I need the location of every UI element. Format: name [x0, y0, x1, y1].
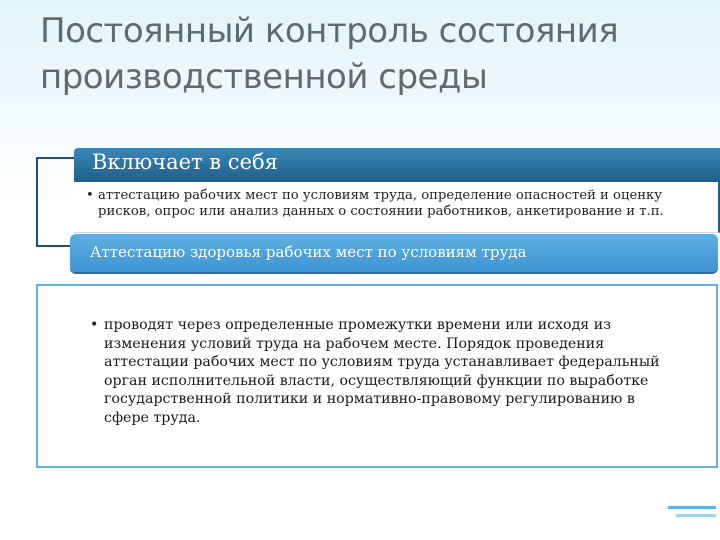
section1-header-band — [74, 148, 720, 182]
decorative-line — [676, 514, 716, 517]
section2-header: Аттестацию здоровья рабочих мест по условиям труда — [90, 243, 527, 261]
section1-bullet: • аттестацию рабочих мест по условиям труда, определение опасностей и оценку рисков, опрос или анализ данных о состоянии работников, анкетирование и т.п. — [74, 188, 718, 220]
slide-title: Постоянный контроль состояния производственной среды — [40, 11, 619, 97]
section2-bullet: • проводят через определенные промежутки времени или исходя из изменения условий труда на рабочем месте. Порядок проведения аттестации рабочих мест по условиям труда устанавливает федеральный орган исполнительной власти, осуществляющий функции по выработке государственной политики и нормативно-правовому регулированию в сфере труда. — [38, 316, 716, 427]
section1-content — [74, 182, 720, 233]
section2-content — [36, 284, 718, 468]
section1-bracket — [36, 157, 76, 247]
section1-header: Включает в себя — [92, 150, 278, 174]
decorative-line — [668, 506, 716, 509]
section2-header-band — [70, 234, 718, 272]
